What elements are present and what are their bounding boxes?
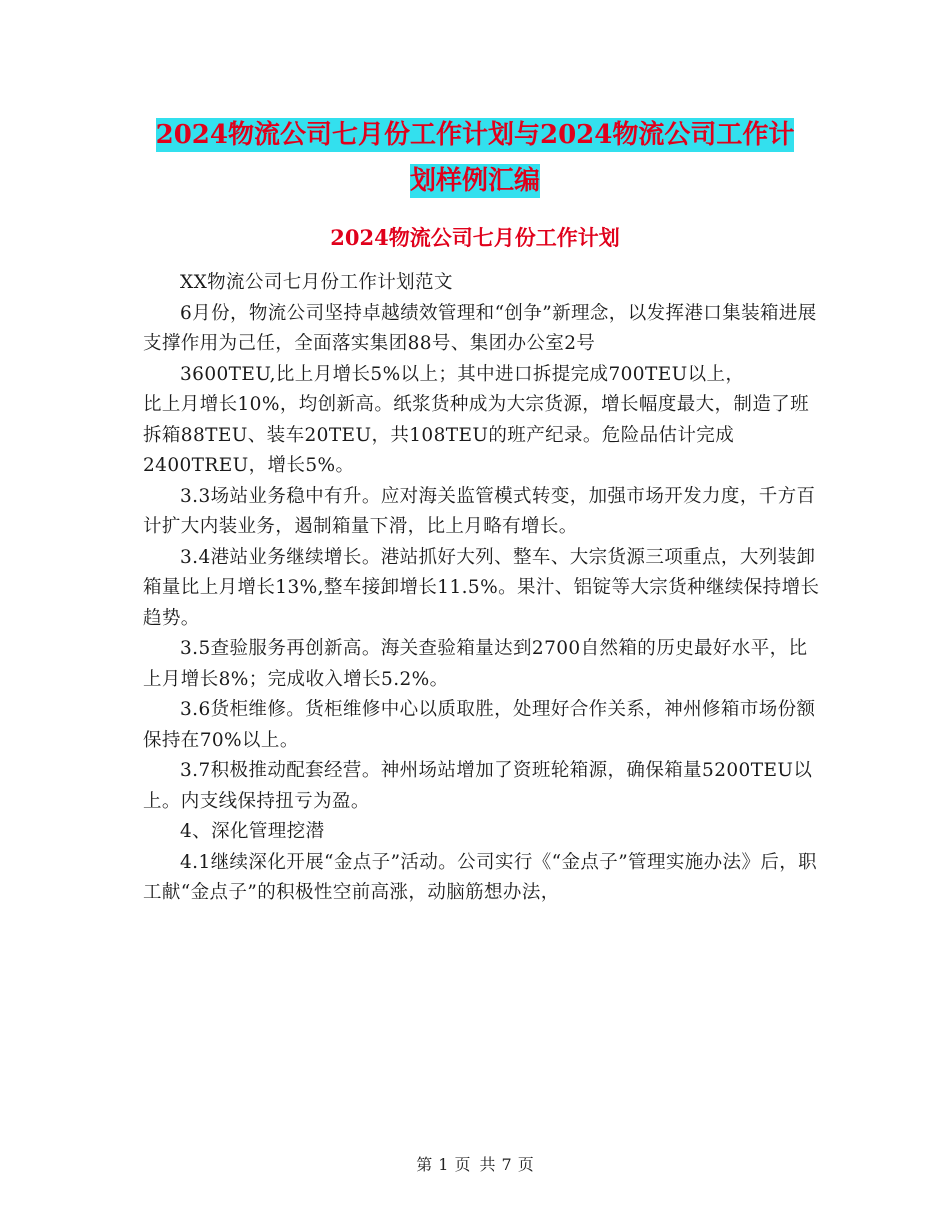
document-title-line-2: 划样例汇编	[409, 166, 540, 196]
paragraph: 4.1继续深化开展“金点子”活动。公司实行《“金点子”管理实施办法》后，职工献“金点子”的积极性空前高涨，动脑筋想办法，	[143, 851, 818, 903]
footer-label-pages: 页	[517, 1155, 534, 1174]
document-title	[0, 112, 950, 204]
footer-label-of: 页 共	[454, 1155, 496, 1174]
footer-label-page: 第	[416, 1155, 433, 1174]
paragraph: 3.6货柜维修。货柜维修中心以质取胜，处理好合作关系，神州修箱市场份额保持在70%以上。	[143, 699, 816, 751]
paragraph: 3.3场站业务稳中有升。应对海关监管模式转变，加强市场开发力度，千方百计扩大内装业务，遏制箱量下滑，比上月略有增长。	[143, 485, 816, 537]
document-title-line-1: 2024物流公司七月份工作计划与2024物流公司工作计	[155, 120, 795, 150]
total-pages-number: 7	[501, 1155, 512, 1174]
paragraph: 4、深化管理挖潜	[180, 821, 325, 842]
paragraph: XX物流公司七月份工作计划范文	[180, 272, 453, 293]
paragraph: 3600TEU,比上月增长5%以上；其中进口拆提完成700TEU以上，	[180, 363, 745, 385]
paragraph: 3.5查验服务再创新高。海关查验箱量达到2700自然箱的历史最好水平，比上月增长8%；完成收入增长5.2%。	[143, 638, 808, 690]
document-body	[143, 268, 823, 909]
paragraph: 3.4港站业务继续增长。港站抓好大列、整车、大宗货源三项重点，大列装卸箱量比上月增长13%,整车接卸增长11.5%。果汁、铝锭等大宗货种继续保持增长趋势。	[143, 546, 820, 629]
paragraph: 6月份，物流公司坚持卓越绩效管理和“创争”新理念，以发挥港口集装箱进展支撑作用为己任，全面落实集团88号、集团办公室2号	[143, 302, 817, 354]
current-page-number: 1	[438, 1155, 449, 1174]
paragraph: 比上月增长10%，均创新高。纸浆货种成为大宗货源，增长幅度最大，制造了班拆箱88TEU、装车20TEU，共108TEU的班产纪录。危险品估计完成2400TREU，增长5%。	[143, 394, 810, 476]
section-title: 2024物流公司七月份工作计划	[330, 225, 620, 250]
page-footer	[0, 1152, 950, 1175]
paragraph: 3.7积极推动配套经营。神州场站增加了资班轮箱源，确保箱量5200TEU以上。内支线保持扭亏为盈。	[143, 760, 813, 812]
